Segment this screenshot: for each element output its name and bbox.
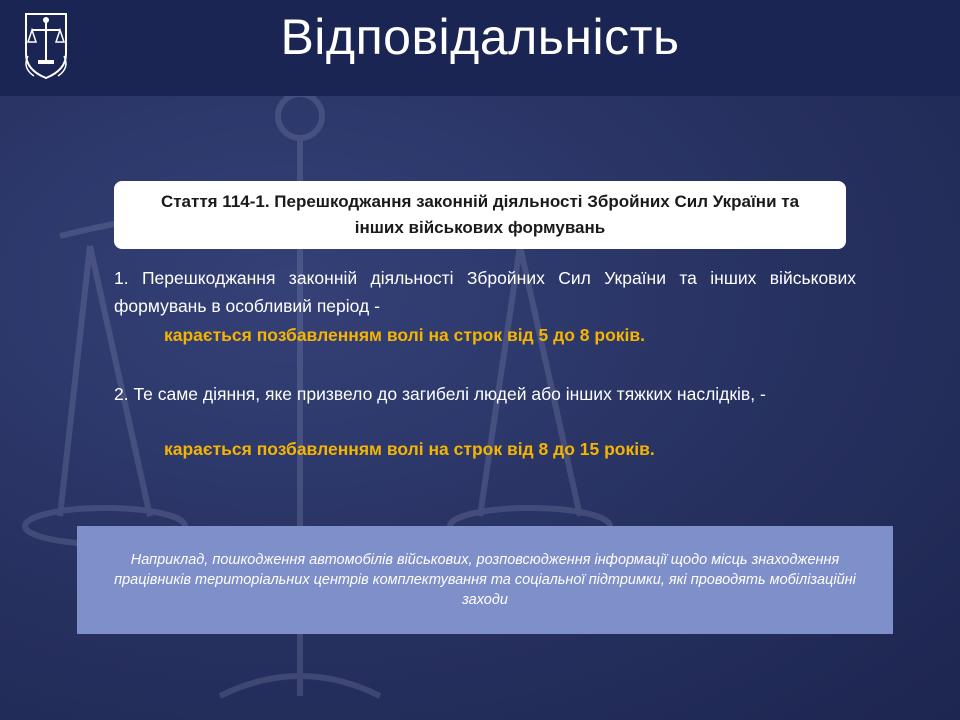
paragraph-2: 2. Те саме діяння, яке призвело до загибелі людей або інших тяжких наслідків, -	[114, 384, 766, 404]
article-heading-box	[114, 181, 846, 249]
penalty-1: карається позбавленням волі на строк від 5 до 8 років.	[164, 325, 646, 345]
example-note-box	[77, 526, 893, 634]
page-title: Відповідальність	[280, 9, 680, 65]
paragraph-1: 1. Перешкоджання законній діяльності Збройних Сил України та інших військових формувань в особливий період -	[114, 268, 856, 316]
article-heading: Стаття 114-1. Перешкоджання законній діяльності Збройних Сил України та інших військових формувань	[160, 192, 800, 237]
example-note-text: Наприклад, пошкодження автомобілів військових, розповсюдження інформації щодо місць знаходження працівників територіальних центрів комплектування та соціальної підтримки, які проводять мобілізаційні заходи	[114, 552, 856, 608]
penalty-2: карається позбавленням волі на строк від 8 до 15 років.	[164, 439, 655, 459]
